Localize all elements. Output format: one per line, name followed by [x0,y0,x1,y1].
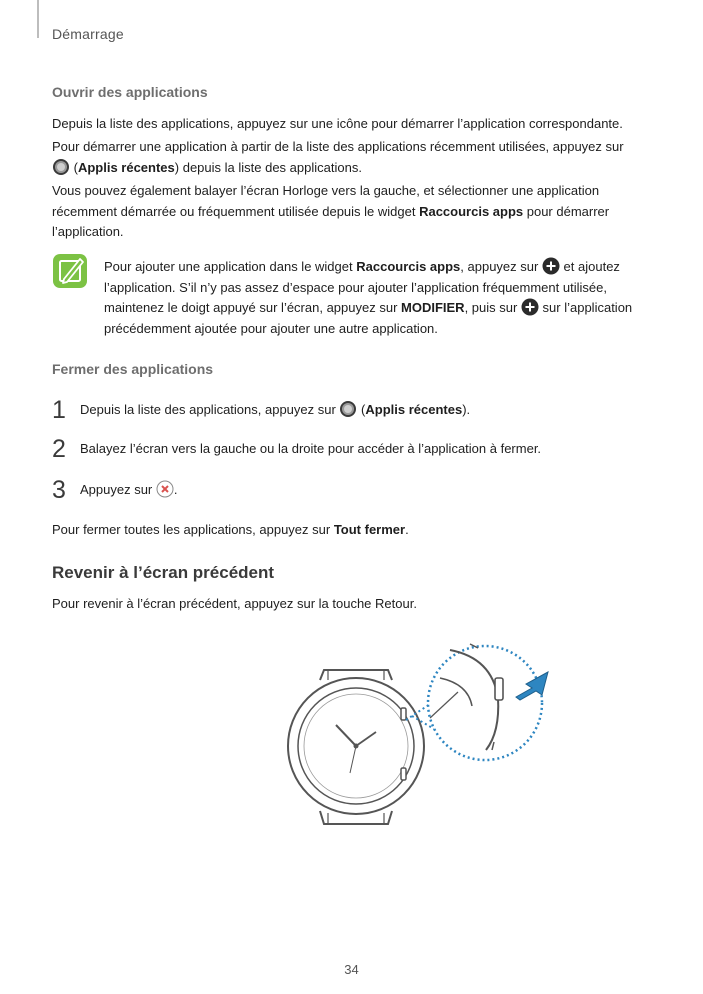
add-icon [542,257,560,275]
page-number: 34 [344,962,359,977]
section-header: Démarrage [52,26,124,42]
add-icon [521,298,539,316]
open-apps-p2-before: Pour démarrer une application à partir de la liste des applications récemment utilisées, appuyez sur [52,139,624,154]
step-number: 3 [52,476,66,504]
step-2-text: Balayez l’écran vers la gauche ou la droite pour accéder à l’application à fermer. [80,441,542,456]
recent-apps-icon [52,158,70,176]
close-all-label: Tout fermer [333,522,406,537]
note-icon [52,253,88,294]
step-number: 1 [52,396,66,424]
open-apps-p2: Pour démarrer une application à partir de la liste des applications récemment utilisées, appuyez sur (Applis récentes) depuis la liste des applications. [52,139,624,175]
step-number: 2 [52,435,66,463]
back-title: Revenir à l’écran précédent [52,563,275,582]
close-all-text: Pour fermer toutes les applications, appuyez sur Tout fermer. [52,522,409,537]
header-rule [37,0,39,38]
close-icon [156,480,174,498]
open-apps-title: Ouvrir des applications [52,84,208,100]
note-text: Pour ajouter une application dans le widget Raccourcis apps, appuyez sur et ajoutez l’application. S’il n’y pas assez d’espace pour ajouter l’application fréquemment utilisée, maintenez le doigt appuyé sur l’écran, appuyez sur MODIFIER, puis sur sur l’application précédemment ajoutée pour ajouter une autre application. [104,259,633,336]
app-shortcuts-label: Raccourcis apps [419,203,524,219]
recent-apps-icon [339,400,357,418]
recent-apps-label: Applis récentes [77,159,175,175]
step-1-text: Depuis la liste des applications, appuyez sur (Applis récentes). [80,402,471,417]
open-apps-p3: Vous pouvez également balayer l’écran Horloge vers la gauche, et sélectionner une application récemment démarrée ou fréquemment utilisée depuis le widget Raccourcis apps pour démarrer l’application. [52,183,610,239]
open-apps-p1: Depuis la liste des applications, appuyez sur une icône pour démarrer l’application correspondante. [52,116,623,131]
step-3-text: Appuyez sur . [80,482,178,497]
close-apps-title: Fermer des applications [52,361,214,377]
back-text: Pour revenir à l’écran précédent, appuyez sur la touche Retour. [52,596,417,611]
watch-illustration [280,628,560,853]
